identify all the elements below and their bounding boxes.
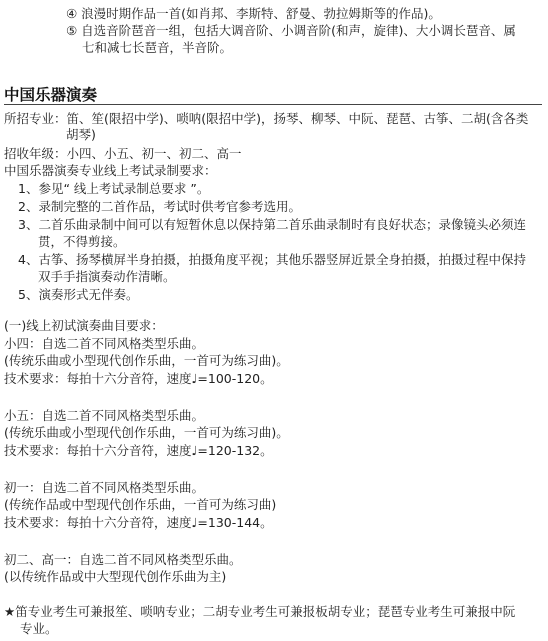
- junior-1-title: 初一：自选二首不同风格类型乐曲。: [4, 480, 205, 495]
- requirement-5: 5、演奏形式无伴奏。: [18, 287, 139, 302]
- junior-2-senior-1-title: 初二、高一：自选二首不同风格类型乐曲。: [4, 552, 242, 567]
- grade-5-note: (传统乐曲或小型现代创作乐曲，一首可为练习曲)。: [4, 425, 289, 440]
- grade-5-tech: 技术要求：每拍十六分音符，速度♩=120-132。: [4, 443, 273, 458]
- junior-2-senior-1-note: (以传统作品或中大型现代创作乐曲为主): [4, 569, 227, 584]
- star-note: ★笛专业考生可兼报笙、唢呐专业；二胡专业考生可兼报板胡专业；琵琶专业考生可兼报中阮: [4, 604, 516, 619]
- requirement-4-continued: 双手手指演奏动作清晰。: [38, 269, 176, 284]
- requirement-3: 3、二首乐曲录制中间可以有短暂休息以保持第二首乐曲录制时有良好状态；录像镜头必须连: [18, 217, 526, 232]
- requirement-1: 1、参见“ 线上考试录制总要求 ”。: [18, 181, 210, 196]
- scale-item-5-continued: 七和减七长琶音，半音阶。: [82, 40, 233, 55]
- scale-item-5: ⑤ 自选音阶琶音一组，包括大调音阶、小调音阶(和声，旋律)、大小调长琶音、属: [66, 23, 516, 38]
- majors-line: 所招专业：笛、笙(限招中学)、唢呐(限招中学)，扬琴、柳琴、中阮、琵琶、古筝、二胡(含各类: [4, 111, 529, 126]
- grade-4-title: 小四：自选二首不同风格类型乐曲。: [4, 336, 205, 351]
- grade-5-title: 小五：自选二首不同风格类型乐曲。: [4, 408, 205, 423]
- junior-1-note: (传统作品或中型现代创作乐曲，一首可为练习曲): [4, 497, 277, 512]
- grades-line: 招收年级：小四、小五、初一、初二、高一: [4, 146, 242, 161]
- requirement-3-continued: 贯，不得剪接。: [38, 234, 126, 249]
- grade-4-tech: 技术要求：每拍十六分音符，速度♩=100-120。: [4, 371, 273, 386]
- section-title: 中国乐器演奏: [4, 86, 98, 104]
- requirement-4: 4、古筝、扬琴横屏半身拍摄，拍摄角度平视；其他乐器竖屏近景全身拍摄，拍摄过程中保持: [18, 252, 526, 267]
- grade-4-note: (传统乐曲或小型现代创作乐曲，一首可为练习曲)。: [4, 353, 289, 368]
- scale-item-4: ④ 浪漫时期作品一首(如肖邦、李斯特、舒曼、勃拉姆斯等的作品)。: [66, 6, 441, 21]
- star-note-continued: 专业。: [20, 621, 58, 636]
- junior-1-tech: 技术要求：每拍十六分音符，速度♩=130-144。: [4, 515, 273, 530]
- majors-line-continued: 胡琴): [66, 127, 96, 142]
- section-divider: [4, 104, 542, 105]
- requirement-2: 2、录制完整的二首作品，考试时供考官参考选用。: [18, 199, 301, 214]
- requirements-title: 中国乐器演奏专业线上考试录制要求：: [4, 163, 217, 178]
- repertoire-title: (一)线上初试演奏曲目要求：: [4, 318, 164, 333]
